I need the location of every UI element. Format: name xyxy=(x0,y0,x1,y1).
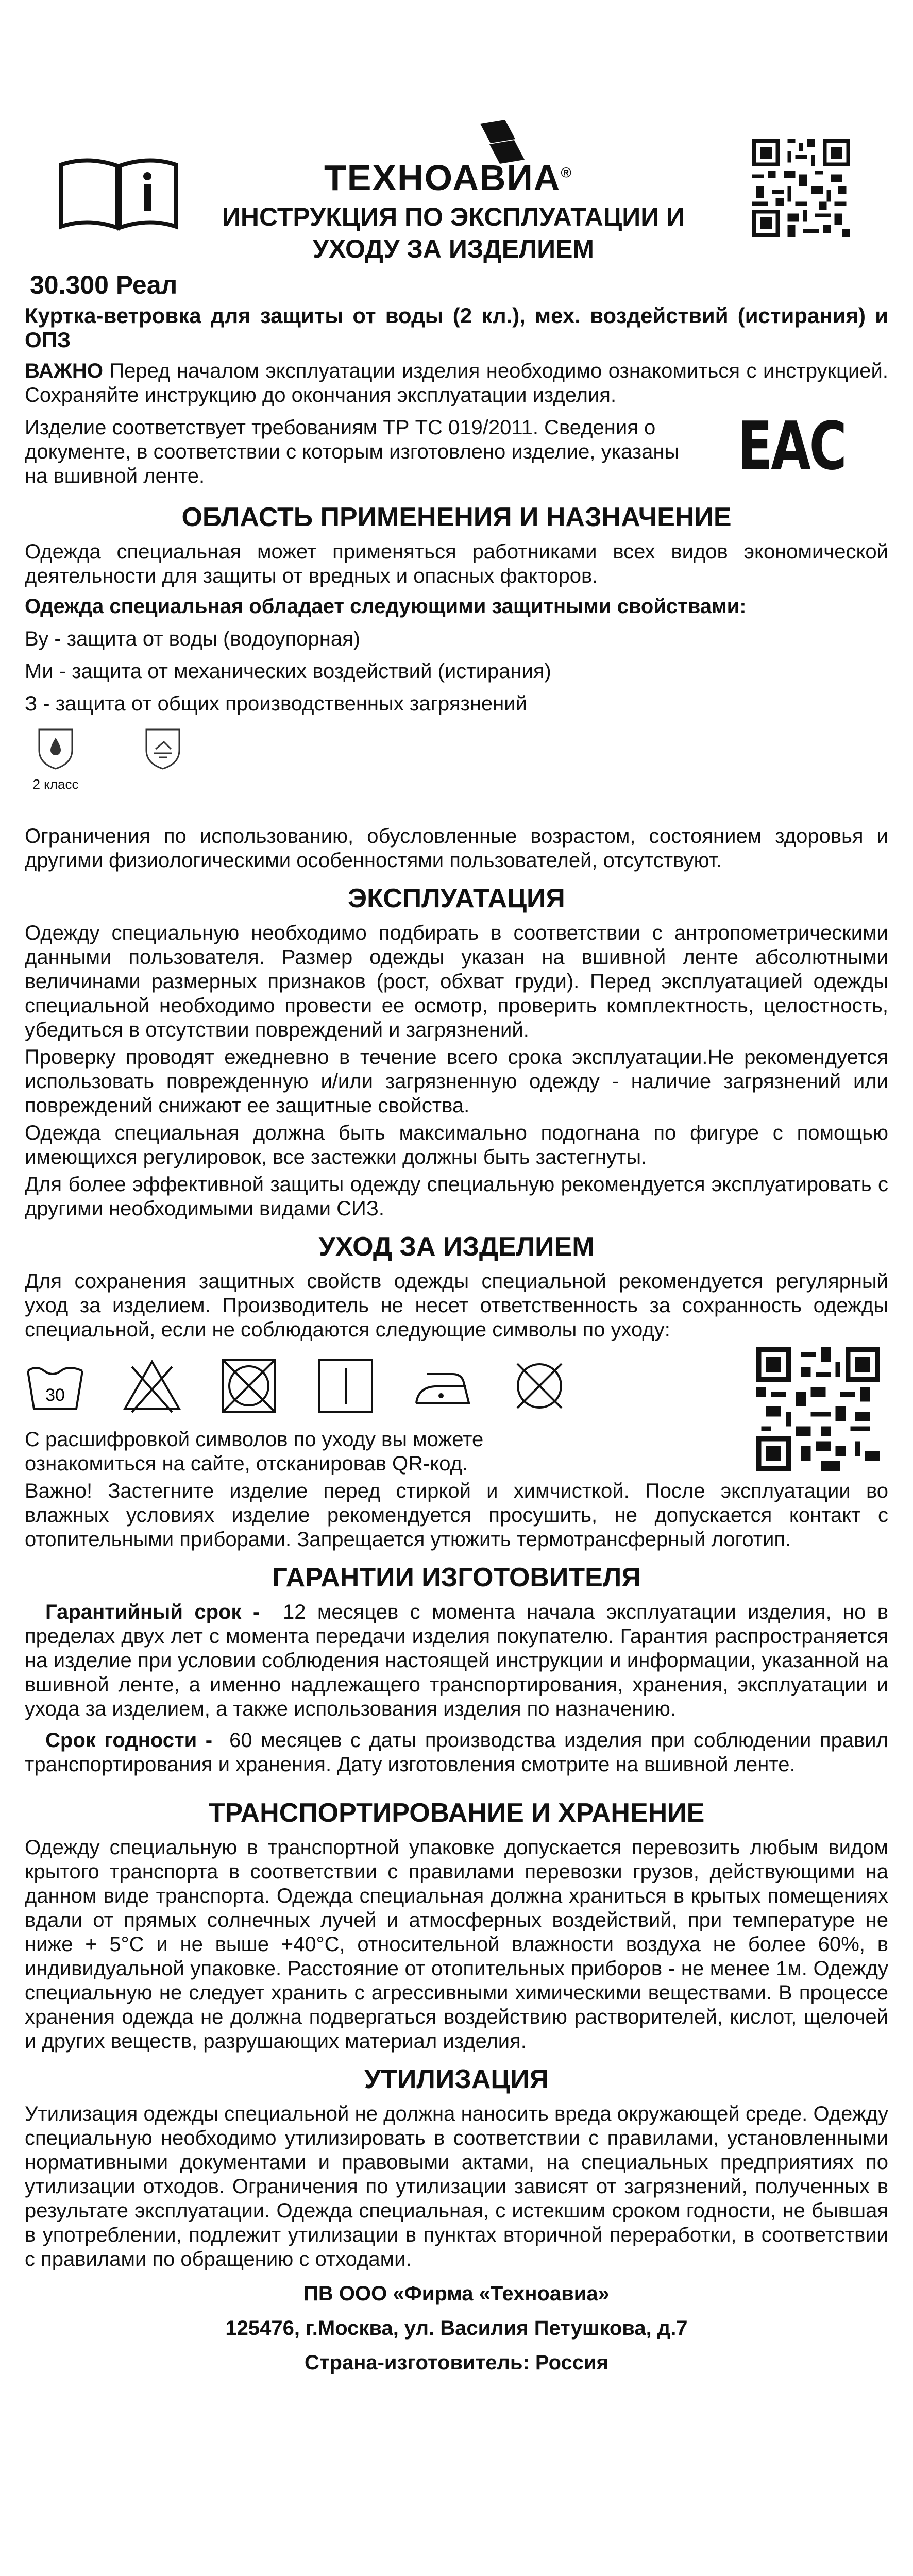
no-bleach-icon xyxy=(122,1355,182,1416)
abrasion-shield-icon xyxy=(143,726,182,771)
property-item: Ми - защита от механических воздействий (истирания) xyxy=(25,660,551,683)
compliance-text: Изделие соответствует требованиям ТР ТС 019/2011. Сведения о документе, в соответствии с которым изготовлено изделие, указаны на вшивной ленте. xyxy=(25,416,680,487)
eac-mark: ЕАС xyxy=(737,408,846,485)
no-dry-clean-icon xyxy=(509,1355,570,1416)
title-line-1: ИНСТРУКЦИЯ ПО ЭКСПЛУАТАЦИИ И xyxy=(222,202,685,231)
important-text: Перед началом эксплуатации изделия необходимо ознакомиться с инструкцией. Сохраняйте инструкцию до окончания эксплуатации изделия. xyxy=(25,360,888,406)
usage-paragraph-1: Одежду специальную необходимо подбирать в соответствии с антропометрическими данными пользователя. Размер одежды указан на вшивной ленте абсолютными величинами размерных признаков (рост, обхват груди). Перед эксплуатацией одежды специальной необходимо провести ее осмотр, проверить комплектность, целостность, убедиться в отсутствии повреждений и загрязнений. xyxy=(25,922,888,1041)
document-title xyxy=(196,201,711,265)
compliance-block xyxy=(25,408,888,492)
usage-paragraph-4: Для более эффективной защиты одежду специальную рекомендуется эксплуатировать с другими необходимыми видами СИЗ. xyxy=(25,1173,888,1220)
line-dry-icon xyxy=(315,1355,376,1416)
property-item: З - защита от общих производственных загрязнений xyxy=(25,692,527,715)
care-paragraph-1: Для сохранения защитных свойств одежды специальной рекомендуется регулярный уход за изделием. Производитель не несет ответственность за сохранность одежды специальной, если не соблюдаются следующие символы по уходу: xyxy=(25,1270,888,1341)
title-line-2: УХОДУ ЗА ИЗДЕЛИЕМ xyxy=(312,234,595,263)
usage-paragraph-2: Проверку проводят ежедневно в течение всего срока эксплуатации.Не рекомендуется использовать поврежденную и/или загрязненную одежду - наличие загрязнений или повреждений снижают ее защитные свойства. xyxy=(25,1046,888,1117)
footer-address: 125476, г.Москва, ул. Василия Петушкова, д.7 xyxy=(225,2317,688,2340)
warranty-term xyxy=(25,1600,888,1721)
class-label: 2 класс xyxy=(32,776,79,792)
disposal-text: Утилизация одежды специальной не должна наносить вреда окружающей среде. Одежду специальную необходимо утилизировать в соответствии с правилами, установленными нормативными документами и правовыми актами, на специальных предприятиях по утилизации отходов. Ограничения по утилизации зависят от загрязнений, полученных в результате эксплуатации. Одежда специальная, с истекшим сроком годности, не бывшая в употреблении, подлежит утилизации в пунктах вторичной переработки, в соответствии с правилами по обращению с отходами. xyxy=(25,2103,888,2270)
scope-text: Одежда специальная может применяться работниками всех видов экономической деятельности для защиты от вредных и опасных факторов. xyxy=(25,540,888,587)
qr-code-icon xyxy=(752,139,850,237)
shelf-life xyxy=(25,1728,888,1777)
care-paragraph-2: Важно! Застегните изделие перед стиркой и химчисткой. После эксплуатации во влажных условиях изделие рекомендуется просушить, не допускается контакт с отопительными приборами. Запрещается утюжить термотрансферный логотип. xyxy=(25,1480,888,1551)
footer-company: ПВ ООО «Фирма «Техноавиа» xyxy=(303,2282,610,2305)
usage-heading: ЭКСПЛУАТАЦИЯ xyxy=(348,884,565,913)
abrasion-protection-block xyxy=(143,726,205,776)
logo-text: ТЕХНОАВИА xyxy=(324,158,561,198)
warranty-heading: ГАРАНТИИ ИЗГОТОВИТЕЛЯ xyxy=(272,1563,641,1592)
care-qr-code-icon xyxy=(756,1347,880,1471)
iron-low-icon xyxy=(412,1355,473,1416)
care-heading: УХОД ЗА ИЗДЕЛИЕМ xyxy=(318,1232,595,1262)
usage-paragraph-3: Одежда специальная должна быть максимально подогнана по фигуре с помощью имеющихся регулировок, все застежки должны быть застегнуты. xyxy=(25,1122,888,1168)
warranty-term-value: 12 xyxy=(282,1601,306,1623)
transport-text: Одежду специальную в транспортной упаковке допускается перевозить любым видом крытого транспорта в соответствии с правилами перевозки грузов, действующими на данном виде транспорта. Одежда специальная должна храниться в крытых помещениях вдали от прямых солнечных лучей и атмосферных воздействий, при температуре не ниже + 5°С и не выше +40°С, относительной влажности воздуха не более 60%, в индивидуальной упаковке. Расстояние от отопительных приборов - не менее 1м. Одежду специальную не следует хранить с агрессивными химическими веществами. В процессе хранения одежда не должна подвергаться воздействию растворителей, кислот, щелочей и других веществ, разрушающих материал изделия. xyxy=(25,1836,888,2053)
wash-temp-label: 30 xyxy=(45,1385,65,1405)
protection-icons xyxy=(25,726,888,804)
properties-heading: Одежда специальная обладает следующими защитными свойствами: xyxy=(25,595,747,618)
important-label: ВАЖНО xyxy=(25,360,103,382)
disposal-heading: УТИЛИЗАЦИЯ xyxy=(364,2064,549,2094)
footer-country: Страна-изготовитель: Россия xyxy=(305,2351,608,2374)
transport-heading: ТРАНСПОРТИРОВАНИЕ И ХРАНЕНИЕ xyxy=(208,1798,705,1828)
document-header xyxy=(0,108,913,263)
usage-limits: Ограничения по использованию, обусловленные возрастом, состоянием здоровья и другими физиологическими особенностями пользователей, отсутствуют. xyxy=(25,825,888,872)
company-logo xyxy=(289,157,608,198)
scope-heading: ОБЛАСТЬ ПРИМЕНЕНИЯ И НАЗНАЧЕНИЕ xyxy=(181,502,732,532)
care-symbols xyxy=(25,1355,756,1416)
property-item: Ву - защита от воды (водоупорная) xyxy=(25,628,361,650)
shelf-life-label: Срок годности - xyxy=(45,1729,213,1752)
warranty-term-text: месяцев с момента начала эксплуатации изделия, но в пределах двух лет с момента передачи изделия покупателю. Гарантия распространяется на изделие при условии соблюдения настоящей инструкции и информации, указанной на вшивной ленте, а именно надлежащего транспортирования, хранения, эксплуатации и ухода за изделием, а также использования изделия по назначению. xyxy=(25,1601,888,1720)
symbols-note: С расшифровкой символов по уходу вы можете ознакомиться на сайте, отсканировав QR-код. xyxy=(25,1428,484,1475)
shelf-life-text: месяцев с даты производства изделия при соблюдении правил транспортирования и хранения. Дату изготовления смотрите на вшивной ленте. xyxy=(25,1729,888,1776)
book-info-icon xyxy=(57,155,180,232)
warranty-term-label: Гарантийный срок - xyxy=(45,1601,260,1623)
water-shield-icon xyxy=(36,726,75,771)
product-name: Куртка-ветровка для защиты от воды (2 кл.), мех. воздействий (истирания) и ОПЗ xyxy=(25,303,888,352)
no-tumble-dry-icon xyxy=(218,1355,279,1416)
registered-mark: ® xyxy=(561,164,572,181)
shelf-life-value: 60 xyxy=(229,1729,252,1752)
product-code: 30.300 Реал xyxy=(30,270,178,299)
care-symbols-block xyxy=(25,1347,888,1479)
water-protection-block xyxy=(25,726,87,792)
wash-30-icon xyxy=(25,1355,86,1416)
important-notice xyxy=(25,359,888,408)
document-body xyxy=(25,270,888,2378)
